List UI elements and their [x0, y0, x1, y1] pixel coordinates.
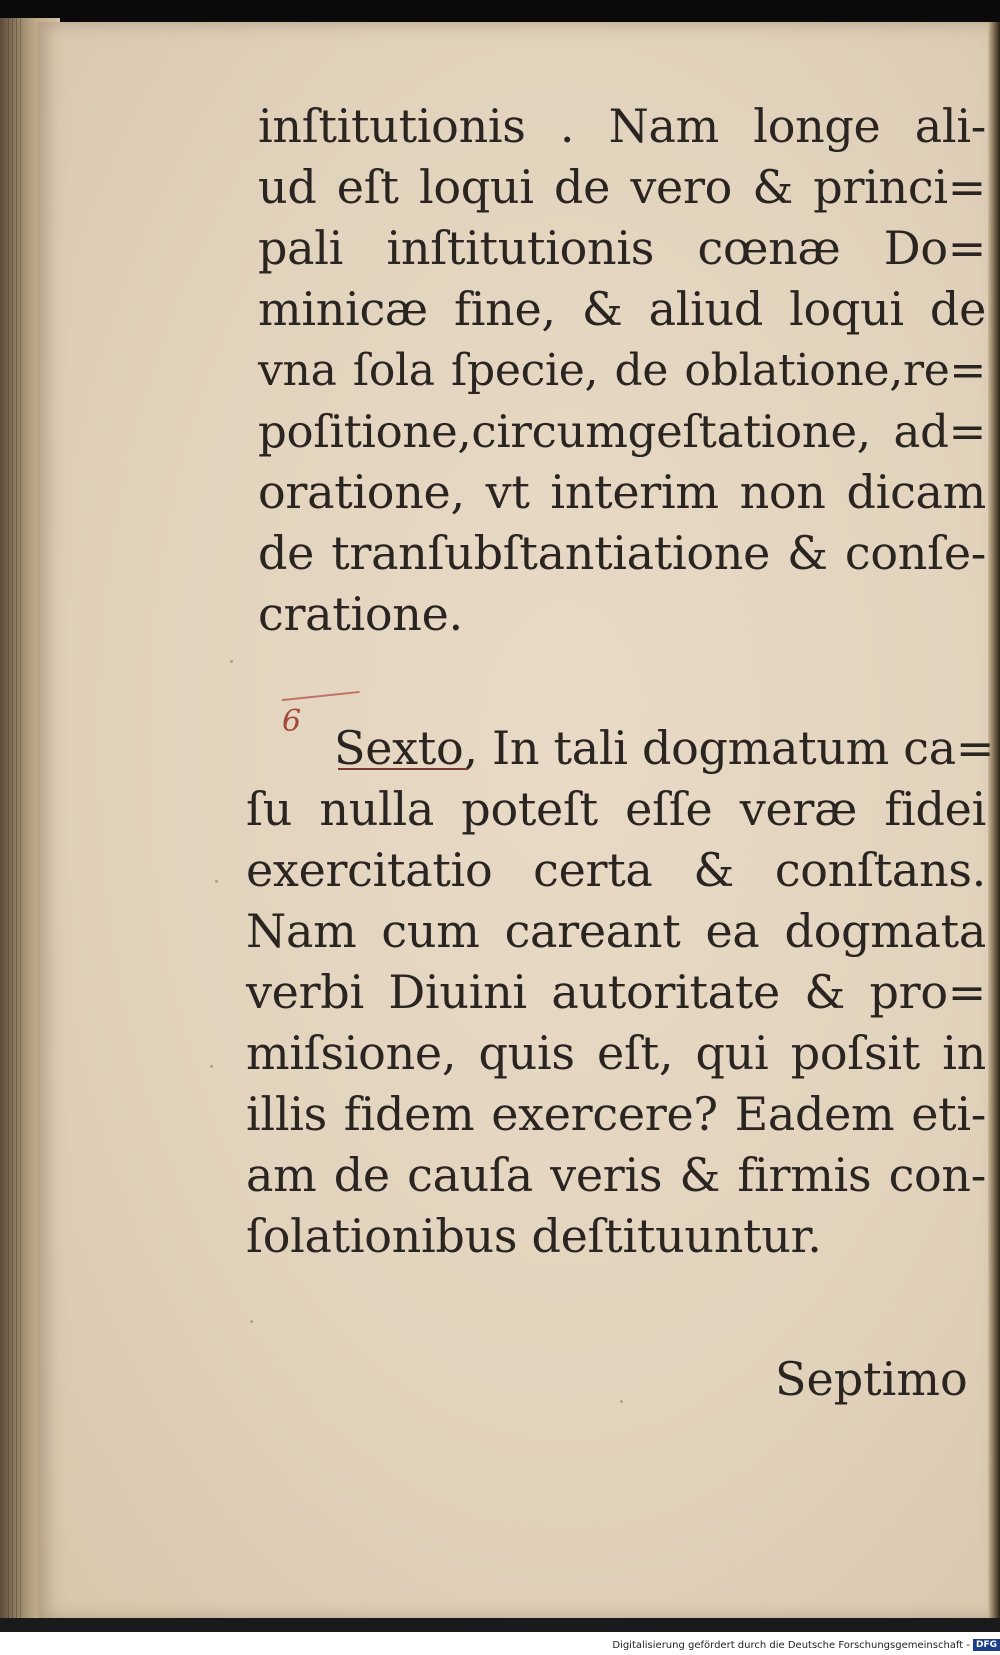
book-gutter-shadow [988, 22, 1000, 1620]
digitization-credit [600, 1636, 1000, 1655]
text-line: minicæ fine, & aliud loqui de [258, 282, 986, 336]
text-line: inſtitutionis . Nam longe ali- [258, 99, 986, 153]
text-line: miſsione, quis eſt, qui poſsit in [246, 1026, 986, 1080]
text-line: pali inſtitutionis cœnæ Do= [258, 221, 986, 275]
paper-speck [620, 1400, 623, 1403]
marginal-number-note: 6 [282, 704, 302, 739]
paper-speck [250, 1320, 253, 1323]
paragraph-two [246, 718, 995, 1267]
scan-top-border [0, 0, 1000, 22]
text-line: oratione, vt interim non dicam [258, 465, 986, 519]
text-line: Sexto, In tali dogmatum ca= [334, 721, 995, 775]
text-line: am de cauſa veris & firmis con- [246, 1148, 986, 1202]
text-line: ſu nulla poteſt eſſe veræ fidei [246, 782, 986, 836]
credit-text: Digitalisierung gefördert durch die Deutsche Forschungsgemeinschaft - [612, 1640, 970, 1651]
paragraph-one [258, 96, 986, 645]
dfg-logo-icon: DFG [973, 1639, 1000, 1651]
catchword: Septimo [775, 1352, 968, 1406]
paper-speck [210, 1065, 213, 1068]
text-line: Nam cum careant ea dogmata [246, 904, 986, 958]
text-line: ud eſt loqui de vero & princi= [258, 160, 986, 214]
text-line: cratione. [258, 587, 463, 641]
text-line: vna ſola ſpecie, de oblatione,re= [258, 345, 986, 396]
text-line: de tranſubſtantiatione & conſe- [258, 526, 986, 580]
scan-bottom-border [0, 1618, 1000, 1632]
text-line: ſolationibus deſtituuntur. [246, 1209, 822, 1263]
text-line: illis fidem exercere? Eadem eti- [246, 1087, 986, 1141]
text-line: exercitatio certa & conſtans. [246, 843, 986, 897]
sexto-underline [338, 768, 468, 770]
text-line: verbi Diuini autoritate & pro= [246, 965, 986, 1019]
text-line: poſitione,circumgeſtatione, ad= [258, 405, 986, 458]
paper-speck [215, 880, 218, 883]
paper-speck [230, 660, 233, 663]
